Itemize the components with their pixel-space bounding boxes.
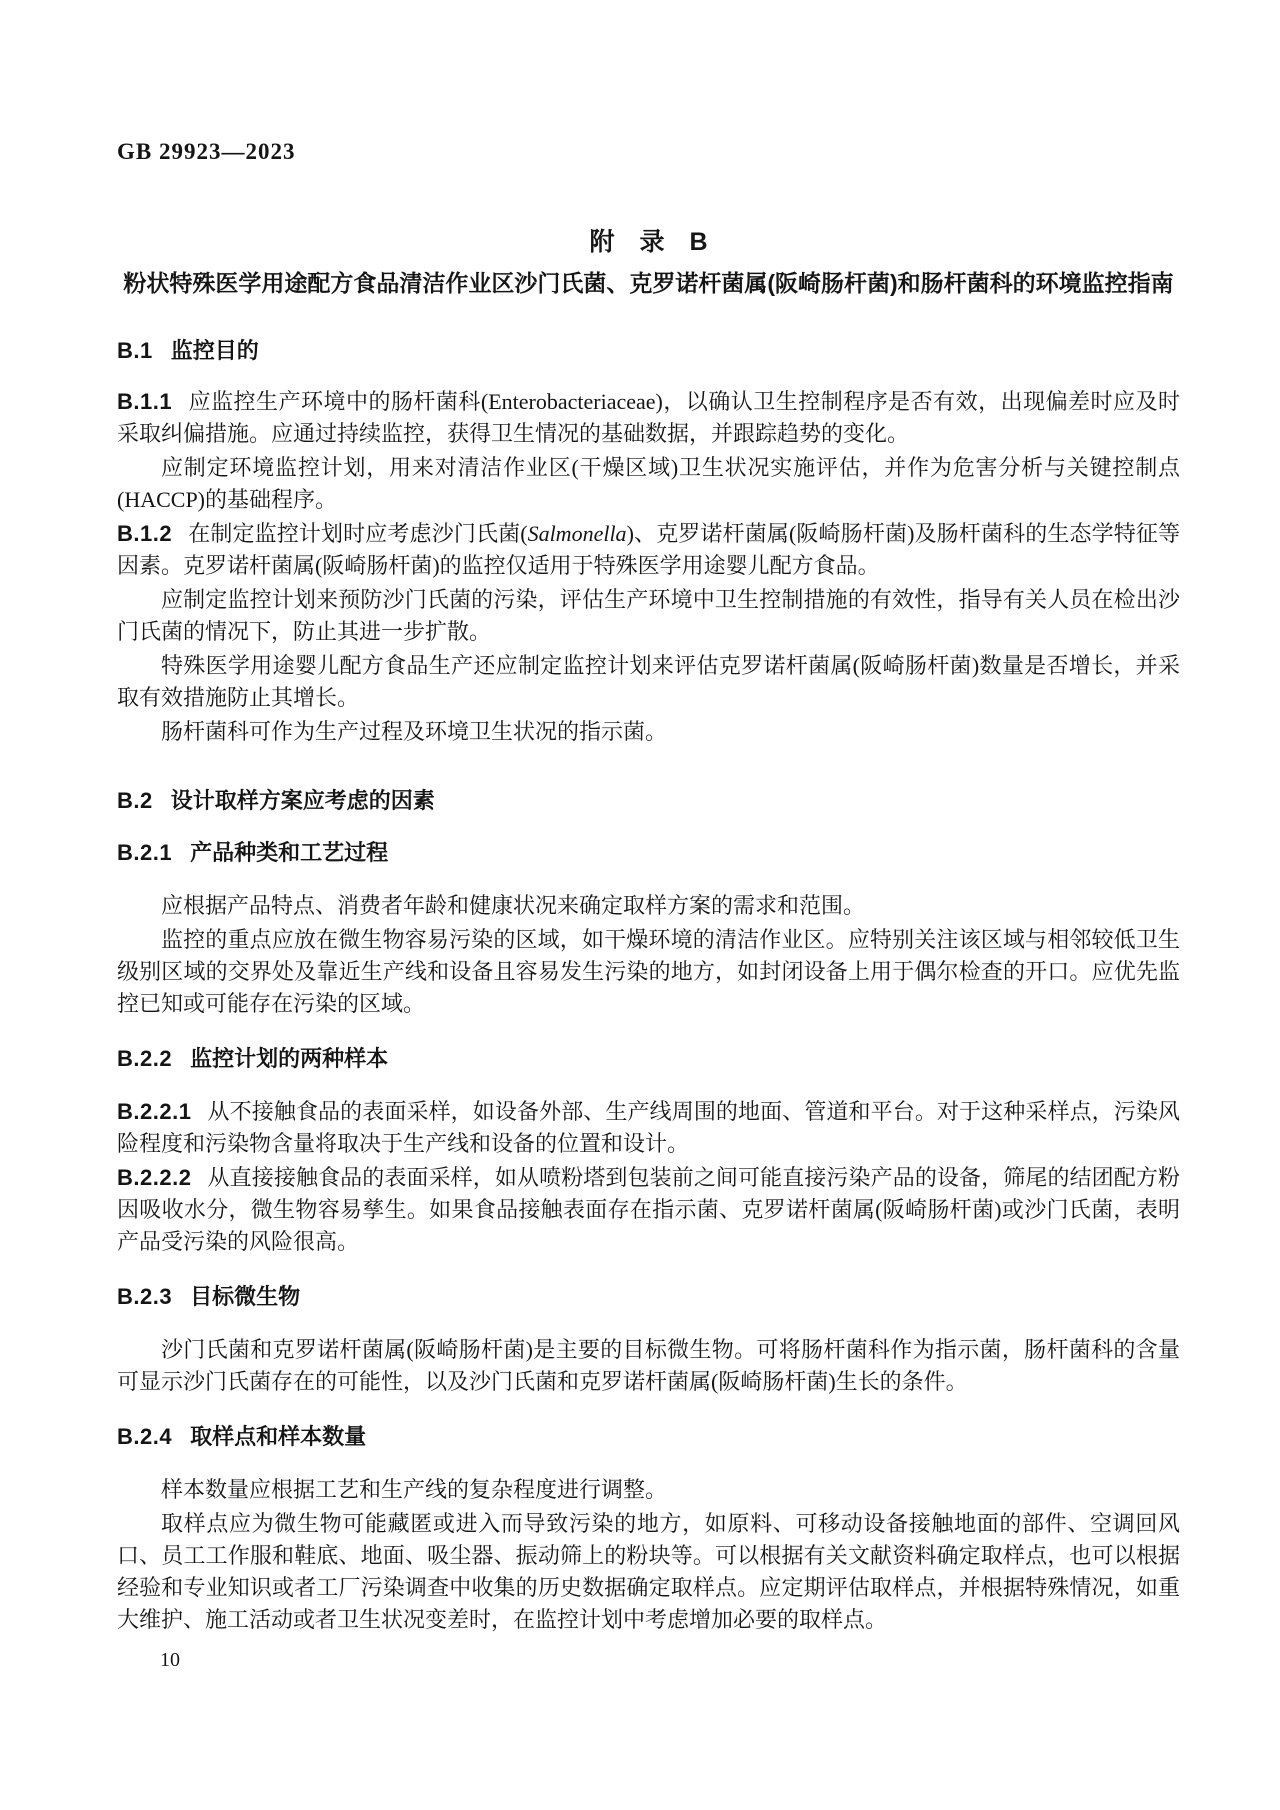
paragraph [117, 1096, 1180, 1160]
paragraph [117, 584, 1180, 648]
paragraph [117, 452, 1180, 516]
document-body [117, 338, 1180, 1636]
clause-number: B.2.2.2 [117, 1165, 192, 1190]
section-number: B.1 [117, 338, 153, 363]
section-number: B.2.1 [117, 840, 173, 865]
paragraph-text: 肠杆菌科可作为生产过程及环境卫生状况的指示菌。 [161, 719, 668, 744]
paragraph [117, 650, 1180, 714]
paragraph-text: 应制定监控计划来预防沙门氏菌的污染，评估生产环境中卫生控制措施的有效性，指导有关人员在检出沙门氏菌的情况下，防止其进一步扩散。 [117, 587, 1180, 644]
paragraph-text: )、克罗诺杆菌属(阪崎肠杆菌)及肠杆菌科的生态学特征等因素。克罗诺杆菌属(阪崎肠杆菌)的监控仅适用于特殊医学用途婴儿配方食品。 [117, 521, 1181, 578]
section-heading [117, 788, 1180, 814]
paragraph-text: 沙门氏菌和克罗诺杆菌属(阪崎肠杆菌)是主要的目标微生物。可将肠杆菌科作为指示菌，肠杆菌科的含量可显示沙门氏菌存在的可能性，以及沙门氏菌和克罗诺杆菌属(阪崎肠杆菌)生长的条件。 [117, 1337, 1180, 1394]
section-heading [117, 840, 1180, 866]
section-title: 取样点和样本数量 [190, 1424, 367, 1449]
section-heading [117, 1424, 1180, 1450]
paragraph [117, 890, 1180, 922]
section-number: B.2.2 [117, 1046, 173, 1071]
paragraph-text: 特殊医学用途婴儿配方食品生产还应制定监控计划来评估克罗诺杆菌属(阪崎肠杆菌)数量是否增长，并采取有效措施防止其增长。 [117, 653, 1180, 710]
appendix-title: 附 录 B [589, 228, 708, 256]
paragraph-text: 样本数量应根据工艺和生产线的复杂程度进行调整。 [161, 1477, 668, 1502]
paragraph [117, 1508, 1180, 1636]
paragraph-text: 从不接触食品的表面采样，如设备外部、生产线周围的地面、管道和平台。对于这种采样点，污染风险程度和污染物含量将取决于生产线和设备的位置和设计。 [117, 1099, 1180, 1156]
section-number: B.2.3 [117, 1284, 173, 1309]
section-number: B.2 [117, 788, 153, 813]
paragraph-text: 应制定环境监控计划，用来对清洁作业区(干燥区域)卫生状况实施评估，并作为危害分析与关键控制点(HACCP)的基础程序。 [117, 455, 1180, 512]
paragraph [117, 518, 1180, 582]
section-number: B.2.4 [117, 1424, 173, 1449]
paragraph-text: 应根据产品特点、消费者年龄和健康状况来确定取样方案的需求和范围。 [161, 893, 866, 918]
paragraph [117, 1162, 1180, 1258]
section-heading [117, 1046, 1180, 1072]
page-number: 10 [160, 1649, 180, 1671]
clause-number: B.2.2.1 [117, 1099, 192, 1124]
clause-number: B.1.2 [117, 521, 173, 546]
paragraph-text: 取样点应为微生物可能藏匿或进入而导致污染的地方，如原料、可移动设备接触地面的部件、空调回风口、员工工作服和鞋底、地面、吸尘器、振动筛上的粉块等。可以根据有关文献资料确定取样点，也可以根据经验和专业知识或者工厂污染调查中收集的历史数据确定取样点。应定期评估取样点，并根据特殊情况，如重大维护、施工活动或者卫生状况变差时，在监控计划中考虑增加必要的取样点。 [117, 1511, 1180, 1632]
paragraph-text: 在制定监控计划时应考虑沙门氏菌( [188, 521, 528, 546]
paragraph [117, 1474, 1180, 1506]
section-title: 设计取样方案应考虑的因素 [170, 788, 435, 813]
standard-number-header: GB 29923—2023 [117, 139, 296, 164]
clause-number: B.1.1 [117, 389, 173, 414]
section-heading [117, 1284, 1180, 1310]
paragraph [117, 386, 1180, 450]
paragraph-text: 从直接接触食品的表面采样，如从喷粉塔到包装前之间可能直接污染产品的设备，筛尾的结团配方粉因吸收水分，微生物容易孳生。如果食品接触表面存在指示菌、克罗诺杆菌属(阪崎肠杆菌)或沙门氏菌，表明产品受污染的风险很高。 [117, 1165, 1180, 1254]
latin-species-name: Salmonella [527, 521, 627, 546]
paragraph [117, 1334, 1180, 1398]
appendix-subtitle: 粉状特殊医学用途配方食品清洁作业区沙门氏菌、克罗诺杆菌属(阪崎肠杆菌)和肠杆菌科的环境监控指南 [123, 270, 1174, 296]
section-title: 监控目的 [170, 338, 259, 363]
paragraph-text: 监控的重点应放在微生物容易污染的区域，如干燥环境的清洁作业区。应特别关注该区域与相邻较低卫生级别区域的交界处及靠近生产线和设备且容易发生污染的地方，如封闭设备上用于偶尔检查的开口。应优先监控已知或可能存在污染的区域。 [117, 927, 1180, 1016]
section-title: 目标微生物 [190, 1284, 301, 1309]
paragraph [117, 716, 1180, 748]
paragraph-text: 应监控生产环境中的肠杆菌科(Enterobacteriaceae)，以确认卫生控制程序是否有效，出现偏差时应及时采取纠偏措施。应通过持续监控，获得卫生情况的基础数据，并跟踪趋势的变化。 [117, 389, 1180, 446]
section-title: 监控计划的两种样本 [190, 1046, 389, 1071]
paragraph [117, 924, 1180, 1020]
section-title: 产品种类和工艺过程 [190, 840, 389, 865]
section-heading [117, 338, 1180, 364]
